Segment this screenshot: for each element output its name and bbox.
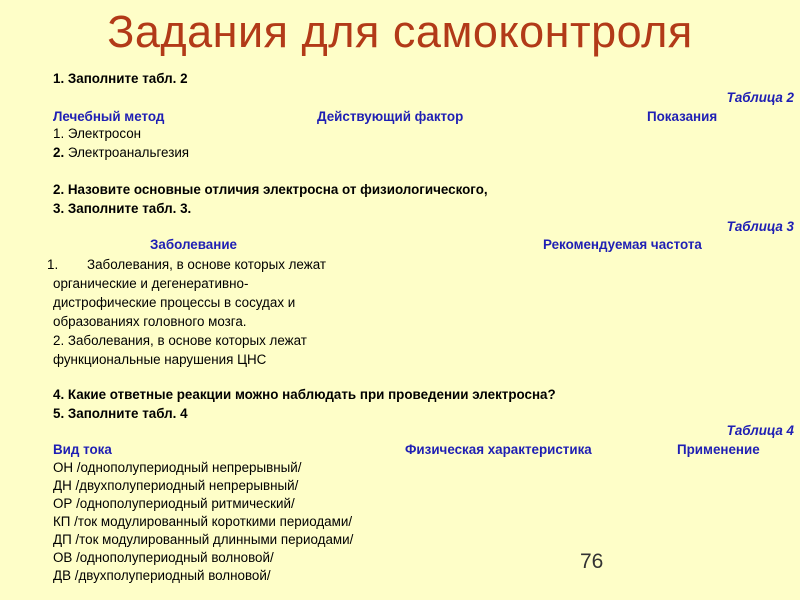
table3-item-1-line-2: органические и дегенеративно- (53, 276, 249, 291)
table2-header-indications: Показания (647, 109, 718, 124)
table4-caption: Таблица 4 (726, 423, 794, 438)
table2-row-1-number: 1. (53, 126, 65, 141)
table3-item-1-line-3: дистрофические процессы в сосудах и (53, 295, 296, 310)
table4-row: ДН /двухполупериодный непрерывный/ (53, 478, 299, 493)
question-4: 4. Какие ответные реакции можно наблюдать при проведении электросна? (53, 387, 556, 402)
question-2: 2. Назовите основные отличия электросна от физиологического, (53, 182, 488, 197)
table2-row-1-text: Электросон (64, 126, 142, 141)
question-5: 5. Заполните табл. 4 (53, 406, 188, 421)
table4-row: ДВ /двухполупериодный волновой/ (53, 568, 271, 583)
table3-header-frequency: Рекомендуемая частота (543, 237, 702, 252)
table3-item-2-line-2: функциональные нарушения ЦНС (53, 352, 267, 367)
slide-title: Задания для самоконтроля (107, 6, 693, 57)
table2-row-2-text: Электроанальгезия (64, 145, 190, 160)
table3-item-1-line-4: образованиях головного мозга. (53, 314, 247, 329)
question-1: 1. Заполните табл. 2 (53, 71, 188, 86)
table3-item-2-line-1: 2. Заболевания, в основе которых лежат (53, 333, 307, 348)
table4-row: ОН /однополупериодный непрерывный/ (53, 460, 302, 475)
table3-caption: Таблица 3 (726, 219, 794, 234)
table4-header-application: Применение (677, 442, 760, 457)
table4-row: ОР /однополупериодный ритмический/ (53, 496, 295, 511)
table4-header-current-type: Вид тока (53, 442, 112, 457)
table2-row-1 (53, 125, 141, 142)
table2-header-method: Лечебный метод (53, 109, 165, 124)
table2-header-factor: Действующий фактор (317, 109, 464, 124)
table4-header-physical-characteristic: Физическая характеристика (405, 442, 592, 457)
table3-item-1-number: 1. (47, 257, 59, 272)
question-3: 3. Заполните табл. 3. (53, 201, 192, 216)
page-number: 76 (580, 550, 604, 573)
table3-item-1-line-1: Заболевания, в основе которых лежат (87, 257, 326, 272)
table4-row: ОВ /однополупериодный волновой/ (53, 550, 274, 565)
table2-caption: Таблица 2 (726, 90, 794, 105)
table2-row-2 (53, 144, 189, 161)
table4-row: КП /ток модулированный короткими периодами/ (53, 514, 353, 529)
table3-header-disease: Заболевание (150, 237, 237, 252)
table4-row: ДП /ток модулированный длинными периодами/ (53, 532, 354, 547)
table2-row-2-number: 2. (53, 145, 65, 160)
